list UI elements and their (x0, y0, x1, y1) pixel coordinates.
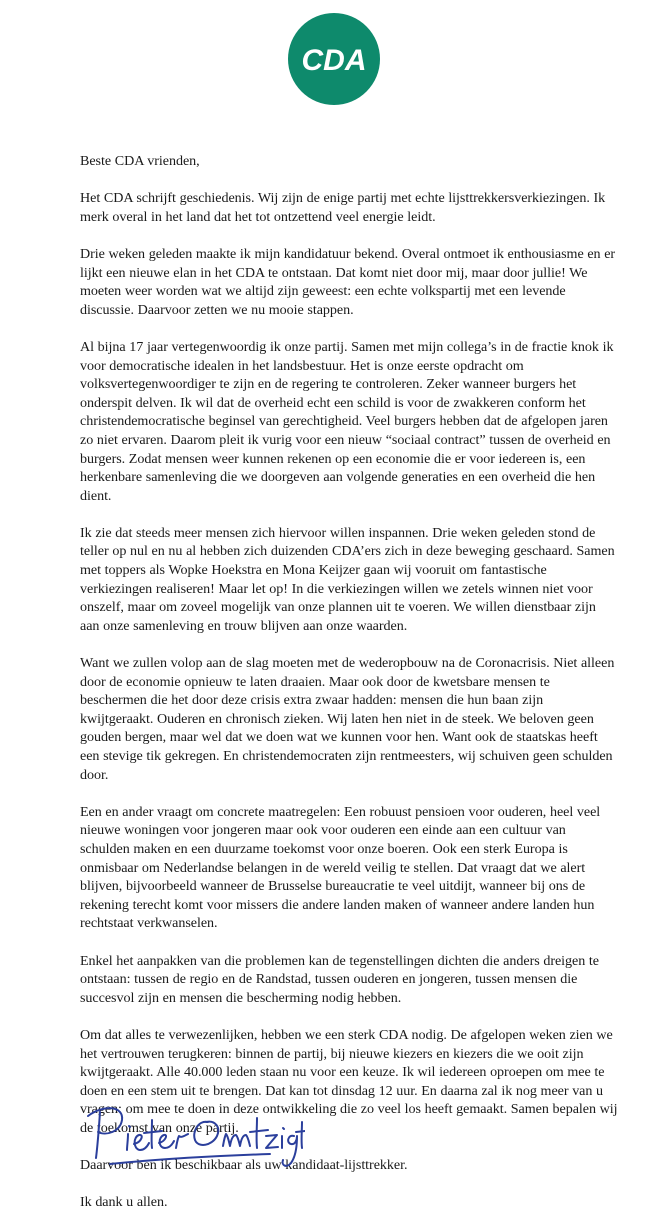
paragraph-1: Het CDA schrijft geschiedenis. Wij zijn de enige partij met echte lijsttrekkersverkiezingen. Ik merk overal in het land dat het tot ontzettend veel energie leidt. (80, 190, 606, 225)
paragraph-5: Want we zullen volop aan de slag moeten met de wederopbouw na de Coronacrisis. Niet alleen door de economie opnieuw te laten draaien. Maar ook door de kwetsbare mensen te beschermen die het door deze crisis extra zwaar hadden: mensen die hun baan zijn kwijtgeraakt. Ouderen en chronisch zieken. Wij laten hen niet in de steek. We beloven geen gouden bergen, maar wel dat we doen wat we kunnen voor hen. Want ook de staatskas heeft een stevige tik gekregen. En christendemocraten zijn rentmeesters, wij schuiven geen schulden door. (80, 655, 615, 783)
paragraph-2: Drie weken geleden maakte ik mijn kandidatuur bekend. Overal ontmoet ik enthousiasme en er lijkt een nieuwe elan in het CDA te ontstaan. Dat komt niet door mij, maar door jullie! We moeten weer worden wat we altijd zijn geweest: een echte volkspartij met een levende discussie. Daarvoor zetten we nu mooie stappen. (80, 245, 616, 318)
paragraph-4: Ik zie dat steeds meer mensen zich hiervoor willen inspannen. Drie weken geleden stond de teller op nul en nu al hebben zich duizenden CDA’ers zich in deze beweging geschaard. Samen met toppers als Wopke Hoekstra en Mona Keijzer gaan wij vooruit om fantastische verkiezingen realiseren! Maar let op! In die verkiezingen willen we zetels winnen niet voor onszelf, maar om zoveel mogelijk van onze plannen uit te voeren. We willen dienstbaar zijn aan onze samenleving en trouw blijven aan onze waarden. (80, 524, 615, 634)
cda-logo (287, 12, 381, 106)
handwritten-signature (80, 1090, 305, 1170)
cda-logo-graphic (287, 12, 381, 106)
paragraph-6: Een en ander vraagt om concrete maatregelen: Een robuust pensioen voor ouderen, heel veel nieuwe woningen voor jongeren maar ook voor ouderen een einde aan een cultuur van schulden maken en een duurzame toekomst voor onze boeren. Ook een sterk Europa is onmisbaar om Nederlandse belangen in de wereld veilig te stellen. Dat vraagt dat we alert blijven, bijvoorbeeld wanneer de Brusselse bureaucratie te veel uitdijt, wanneer bij ons de rekening terecht komt voor missers die andere landen maken of wanneer andere landen hun rechtstaat verkwanselen. (80, 803, 601, 932)
paragraph-availability: Daarvoor ben ik beschikbaar als uw kandidaat-lijsttrekker. (80, 1157, 408, 1174)
letter-body (80, 152, 618, 1230)
signature-strokes (80, 1090, 305, 1170)
paragraph-8: Om dat alles te verwezenlijken, hebben we een sterk CDA nodig. De afgelopen weken zien we het vertrouwen terugkeren: binnen de partij, bij nieuwe kiezers en kiezers die we ooit zijn kwijtgeraakt. Alle 40.000 leden staan nu voor een keuze. Ik wil iedereen oproepen om mee te doen en een stem uit te brengen. Dat kan tot dinsdag 12 uur. En daarna zal ik nog meer van u vragen: om mee te doen in deze ontwikkeling die zo veel los heeft gemaakt. Samen bepalen wij de toekomst van onze partij. (80, 1026, 618, 1136)
logo-text: CDA (301, 44, 367, 77)
paragraph-3: Al bijna 17 jaar vertegenwoordig ik onze partij. Samen met mijn collega’s in de fractie knok ik voor democratische idealen in het landsbestuur. Het is onze eerste opdracht om volksvertegenwoordiger te zijn en de regering te controleren. Zeker wanneer burgers het onderspit delven. Ik wil dat de overheid echt een schild is voor de zwakkeren conform het christendemocratische beginsel van gerechtigheid. Veel burgers hebben dat de afgelopen jaren zo niet ervaren. Daarom pleit ik vurig voor een nieuw “sociaal contract” tussen de overheid en burgers. Zodat mensen weer kunnen rekenen op een economie die er voor iedereen is, een herkenbare samenleving die we doorgeven aan volgende generaties en een overheid die hen dient. (80, 338, 614, 504)
paragraph-closing: Ik dank u allen. (80, 1194, 168, 1211)
letter-greeting: Beste CDA vrienden, (80, 153, 200, 169)
paragraph-7: Enkel het aanpakken van die problemen kan de tegenstellingen dichten die anders dreigen te ontstaan: tussen de regio en de Randstad, tussen ouderen en jongeren, tussen mensen die succesvol zijn en mensen die bescherming nodig hebben. (80, 952, 599, 1006)
